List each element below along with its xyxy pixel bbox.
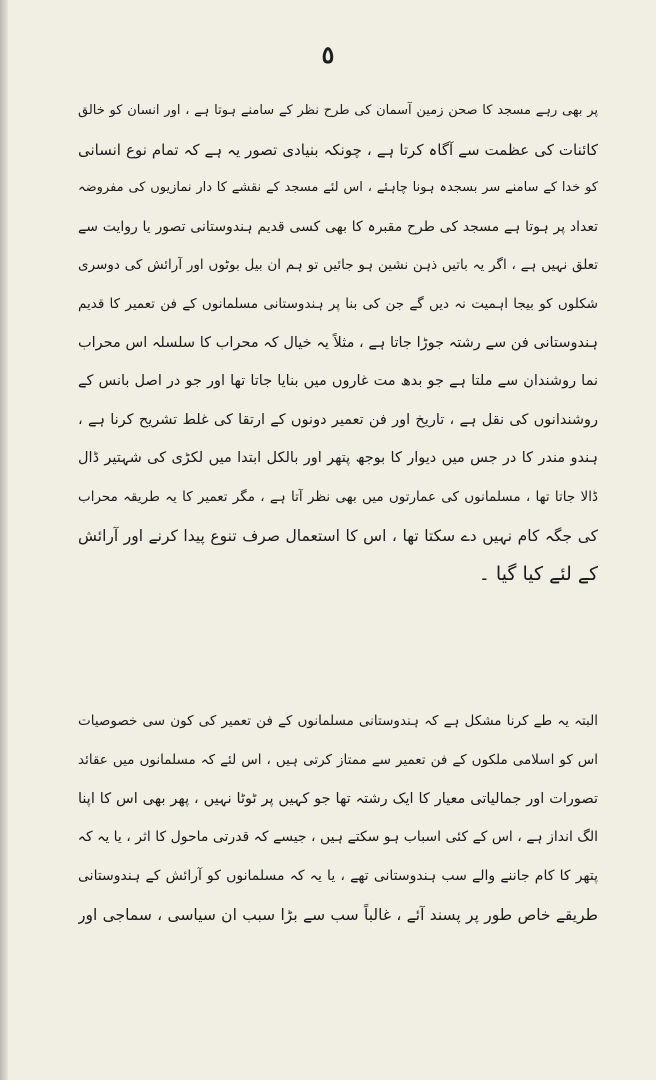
text-line: روشندانوں کی نقل ہے ، تاریخ اور فن تعمیر دونوں کے ارتقا کی غلط تشریح کرنا ہے ، bbox=[78, 411, 598, 428]
paragraph-1 bbox=[78, 92, 598, 594]
text-line: ہندو مندر کا در جس میں دیوار کا بوجھ پتھر اور بالکل ابتدا میں لکڑی کی شہتیر ڈال bbox=[78, 450, 598, 467]
text-line: کی جگہ کام نہیں دے سکتا تھا ، اس کا استعمال صرف تنوع پیدا کرنے اور آرائش bbox=[78, 526, 598, 545]
paragraph-2 bbox=[78, 702, 598, 935]
text-line: کائنات کی عظمت سے آگاہ کرتا ہے ، چونکہ بنیادی تصور یہ ہے کہ تمام نوع انسانی bbox=[78, 140, 598, 159]
text-line: ڈالا جاتا تھا ، مسلمانوں کی عمارتوں میں بھی نظر آتا ہے ، مگر تعمیر کا یہ طریقہ محراب bbox=[78, 488, 598, 505]
text-line: نما روشندان سے ملتا ہے جو بدھ مت غاروں میں بنایا جاتا تھا اور جو در اصل بانس کے bbox=[78, 373, 598, 390]
text-line: تصورات اور جمالیاتی معیار کا ایک رشتہ تھا جو کہیں پر ٹوٹا نہیں ، پھر بھی اس کا اپنا bbox=[78, 790, 598, 807]
text-line: الگ انداز ہے ، اس کے کئی اسباب ہو سکتے ہیں ، جیسے کہ قدرتی ماحول کا اثر ، یا یہ کہ bbox=[78, 829, 598, 846]
text-line: تعلق نہیں ہے ، اگر یہ باتیں ذہن نشین ہو جائیں تو ہم ان بیل بوٹوں اور آرائش کی دوسری bbox=[78, 257, 598, 274]
text-line: اس کو اسلامی ملکوں کے فن تعمیر سے ممتاز کرتی ہیں ، اس لئے کہ مسلمانوں میں عقائد bbox=[78, 751, 598, 768]
text-line: تعداد پر ہوتا ہے مسجد کی طرح مقبرہ کا بھی کسی قدیم ہندوستانی تصور یا روایت سے bbox=[78, 218, 598, 235]
text-line: پتھر کا کام جاننے والے سب ہندوستانی تھے ، یا یہ کہ مسلمانوں کو آرائش کے ہندوستانی bbox=[78, 868, 598, 885]
text-line: پر بھی رہے مسجد کا صحن زمین آسمان کی طرح نظر کے سامنے ہوتا ہے ، اور انسان کو خالق bbox=[78, 103, 598, 118]
text-line: کو خدا کے سامنے سر بسجدہ ہونا چاہئے ، اس لئے مسجد کے نقشے کا دار نمازیوں کی مفروضہ bbox=[78, 180, 598, 196]
page-number: ٥ bbox=[321, 40, 335, 69]
page-edge-shadow bbox=[0, 0, 8, 1080]
text-line: البتہ یہ طے کرنا مشکل ہے کہ ہندوستانی مسلمانوں کے فن تعمیر کی کون سی خصوصیات bbox=[78, 713, 598, 729]
text-line: ہندوستانی فن سے رشتہ جوڑا جاتا ہے ، مثلاً یہ خیال کہ محراب کا سلسلہ اس محراب bbox=[78, 334, 598, 351]
text-line: طریقے خاص طور پر پسند آئے ، غالباً سب سے بڑا سبب ان سیاسی ، سماجی اور bbox=[78, 905, 598, 924]
text-line: شکلوں کو بیجا اہمیت نہ دیں گے جن کی بنا پر ہندوستانی مسلمانوں کے فن تعمیر کا قدیم bbox=[78, 295, 598, 312]
text-line: کے لئے کیا گیا ۔ bbox=[478, 563, 598, 586]
